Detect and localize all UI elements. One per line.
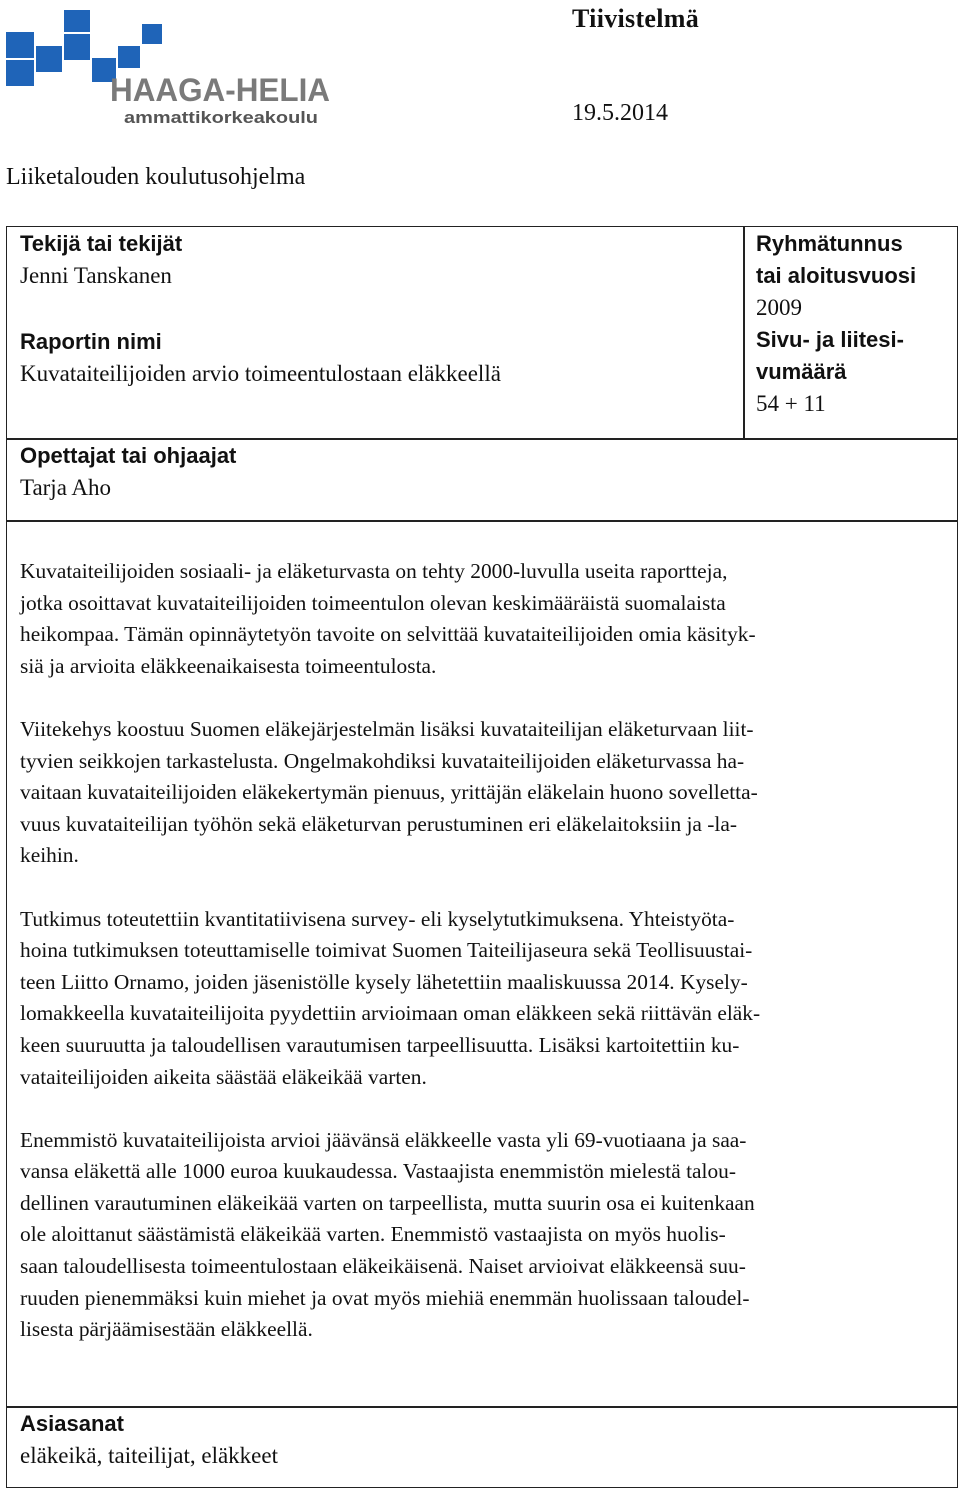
authors-value: Jenni Tanskanen — [20, 263, 172, 288]
abstract-line: dellinen varautuminen eläkeikää varten on tarpeellista, mutta suurin osa ei kuitenkaan — [20, 1190, 755, 1215]
abstract-line: vaitaan kuvataiteilijoiden eläkekertymän pienuus, yrittäjän eläkelain huono sovelletta- — [20, 780, 758, 805]
abstract-line: lisesta pärjäämisestään eläkkeellä. — [20, 1317, 313, 1342]
authors-field — [20, 228, 182, 292]
pages-label-line2: vumäärä — [756, 359, 847, 384]
abstract-paragraph-2 — [20, 714, 946, 872]
abstract-line: vataiteilijoiden aikeita säästää eläkeikää varten. — [20, 1064, 427, 1089]
keywords-value: eläkeikä, taiteilijat, eläkkeet — [20, 1443, 278, 1468]
logo-name: HAAGA-HELIA — [110, 72, 330, 108]
abstract-line: teen Liitto Ornamo, joiden jäsenistölle kysely lähetettiin maaliskuussa 2014. Kysely- — [20, 969, 748, 994]
abstract-line: Kuvataiteilijoiden sosiaali- ja eläketurvasta on tehty 2000-luvulla useita raportteja, — [20, 559, 728, 583]
report-title-label: Raportin nimi — [20, 329, 162, 354]
group-label-line2: tai aloitusvuosi — [756, 263, 917, 288]
haaga-helia-logo — [6, 6, 336, 126]
keywords-field — [20, 1408, 278, 1472]
abstract-line: ole aloittanut säästämistä eläkeikää varten. Enemmistö vastaajista on myös huolis- — [20, 1222, 726, 1247]
abstract-line: jotka osoittavat kuvataiteilijoiden toimeentulon olevan keskimääräistä suomalaista — [20, 590, 726, 615]
teachers-value: Tarja Aho — [20, 475, 112, 500]
pages-field — [756, 324, 904, 420]
document-type: Tiivistelmä — [572, 4, 700, 33]
abstract-paragraph-3 — [20, 904, 946, 1094]
pages-label-line1: Sivu- ja liitesi- — [756, 327, 904, 352]
abstract-line: Enemmistö kuvataiteilijoista arvioi jäävänsä eläkkeelle vasta yli 69-vuotiaana ja saa- — [20, 1127, 747, 1152]
authors-label: Tekijä tai tekijät — [20, 231, 183, 256]
abstract-line: vansa eläkettä alle 1000 euroa kuukaudessa. Vastaajista enemmistön mielestä talou- — [20, 1159, 736, 1184]
abstract-text — [20, 556, 946, 1377]
abstract-paragraph-1 — [20, 556, 946, 682]
degree-programme: Liiketalouden koulutusohjelma — [6, 164, 306, 190]
abstract-line: lomakkeella kuvataiteilijoita pyydettiin arvioimaan oman eläkkeen sekä riittävän eläk- — [20, 1001, 761, 1026]
abstract-line: saan taloudellisesta toimeentulostaan eläkeikäisenä. Naiset arvioivat eläkkeensä suu- — [20, 1254, 746, 1279]
keywords-label: Asiasanat — [20, 1411, 124, 1436]
report-title-field — [20, 326, 501, 390]
group-value: 2009 — [756, 295, 802, 320]
document-date: 19.5.2014 — [572, 100, 668, 126]
abstract-line: tyvien seikkojen tarkastelusta. Ongelmakohdiksi kuvataiteilijoiden eläketurvassa ha- — [20, 748, 745, 773]
teachers-field — [20, 440, 236, 504]
abstract-line: keen suuruutta ja taloudellisen varautumisen tarpeellisuutta. Lisäksi kartoitettiin ku- — [20, 1032, 740, 1057]
abstract-line: Tutkimus toteutettiin kvantitatiivisena survey- eli kyselytutkimuksena. Yhteistyöta- — [20, 906, 735, 931]
abstract-line: siä ja arvioita eläkkeenaikaisesta toimeentulosta. — [20, 653, 437, 678]
column-divider — [743, 226, 745, 438]
abstract-line: Viitekehys koostuu Suomen eläkejärjestelmän lisäksi kuvataiteilijan eläketurvaan liit- — [20, 716, 754, 741]
pages-value: 54 + 11 — [756, 391, 826, 416]
abstract-paragraph-4 — [20, 1125, 946, 1346]
row-divider-teachers — [6, 520, 958, 522]
report-title-value: Kuvataiteilijoiden arvio toimeentulostaan eläkkeellä — [20, 361, 501, 386]
abstract-line: vuus kuvataiteilijan työhön sekä eläketurvan perustuminen eri eläkelaitoksiin ja -la- — [20, 811, 737, 836]
teachers-label: Opettajat tai ohjaajat — [20, 443, 237, 468]
abstract-line: hoina tutkimuksen toteuttamiselle toimivat Suomen Taiteilijaseura sekä Teollisuustai- — [20, 938, 753, 963]
abstract-line: keihin. — [20, 843, 79, 868]
abstract-line: heikompaa. Tämän opinnäytetyön tavoite on selvittää kuvataiteilijoiden omia käsityk- — [20, 622, 756, 647]
abstract-line: ruuden pienemmäksi kuin miehet ja ovat myös miehiä enemmän huolissaan taloudel- — [20, 1285, 750, 1310]
group-field — [756, 228, 916, 324]
logo-subtitle: ammattikorkeakoulu — [124, 108, 318, 126]
group-label-line1: Ryhmätunnus — [756, 231, 903, 256]
